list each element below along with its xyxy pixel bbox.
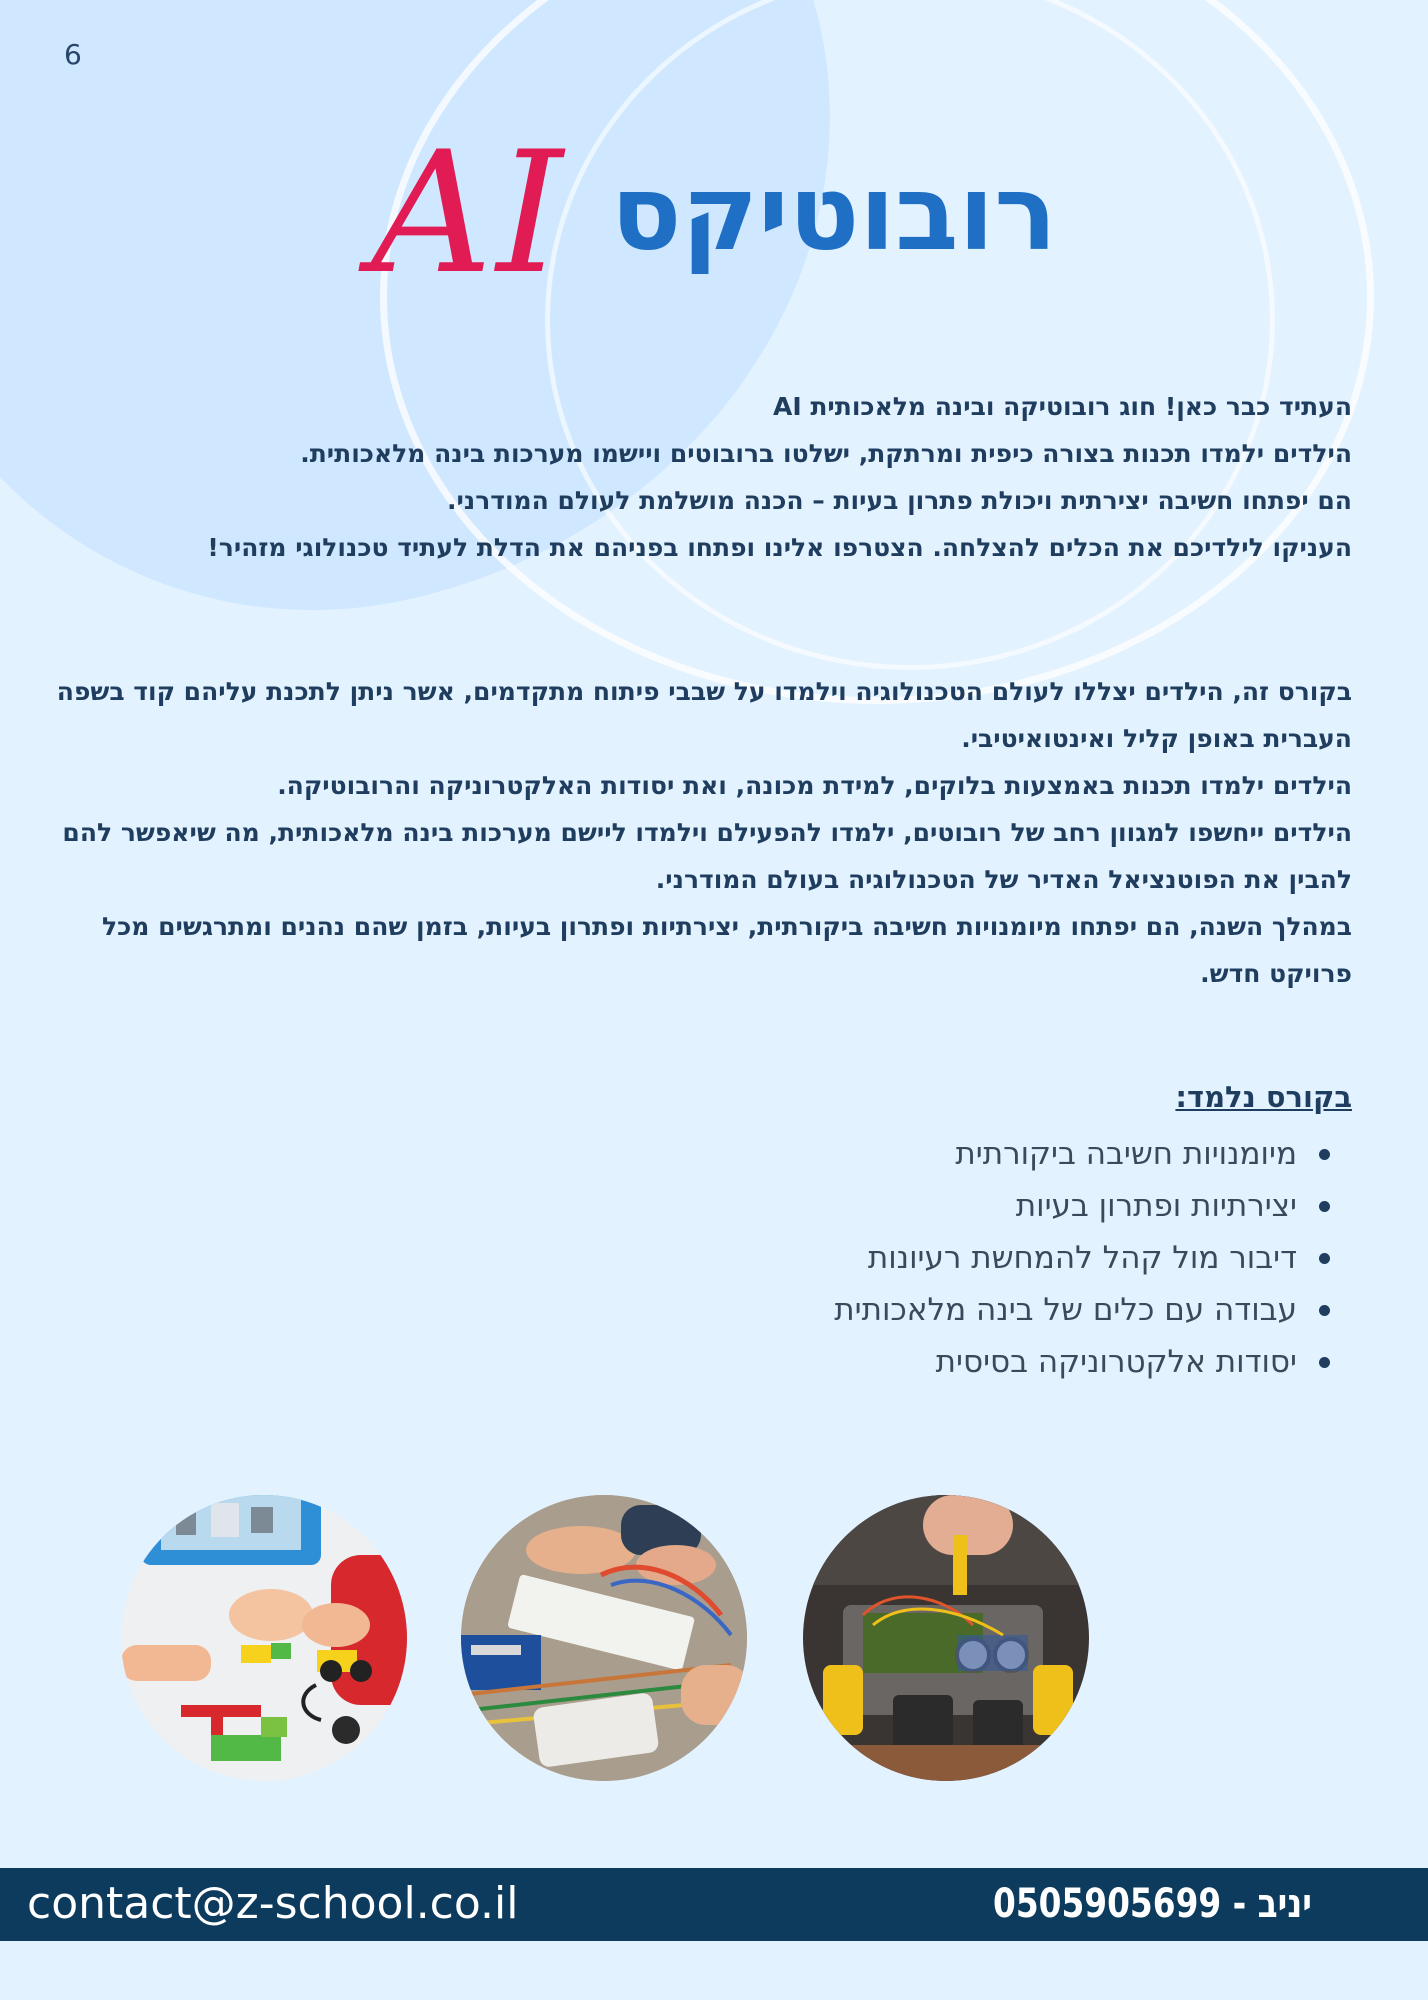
learn-heading: בקורס נלמד: [1175,1080,1352,1114]
photo-kids-building [121,1495,407,1781]
bullet-icon [1319,1149,1330,1160]
bullet-icon [1319,1201,1330,1212]
course-line: הילדים ייחשפו למגוון רחב של רובוטים, ילמדו להפעילם וילמדו ליישם מערכות בינה מלאכותית, מה שיאפשר להם להבין את הפוטנציאל האדיר של הטכנולוגיה בעולם המודרני. [62,818,1352,894]
bullet-icon [1319,1357,1330,1368]
page-number: 6 [64,38,82,71]
page-title [0,115,1428,311]
list-item [570,1232,1330,1284]
intro-line: הם יפתחו חשיבה יצירתית ויכולת פתרון בעיות – הכנה מושלמת לעולם המודרני. [447,486,1352,515]
list-item [570,1180,1330,1232]
photo-breadboard [461,1495,747,1781]
list-item [570,1128,1330,1180]
intro-text [52,383,1352,571]
list-item-label: עבודה עם כלים של בינה מלאכותית [834,1292,1297,1328]
list-item-label: יצירתיות ופתרון בעיות [1015,1188,1297,1224]
robot-car-photo-image [803,1495,1089,1781]
list-item [570,1336,1330,1388]
title-ai: AI [371,115,567,311]
photo-robot-car [803,1495,1089,1781]
course-line: הילדים ילמדו תכנות באמצעות בלוקים, למידת מכונה, ואת יסודות האלקטרוניקה והרובוטיקה. [277,771,1352,800]
title-hebrew: רובוטיקס [610,152,1057,274]
list-item-label: דיבור מול קהל להמחשת רעיונות [867,1240,1297,1276]
learn-list [570,1128,1330,1388]
breadboard-photo-image [461,1495,747,1781]
list-item [570,1284,1330,1336]
list-item-label: יסודות אלקטרוניקה בסיסית [935,1344,1297,1380]
footer-bar [0,1868,1428,1941]
contact-email[interactable]: contact@z-school.co.il [27,1878,519,1929]
course-line: במהלך השנה, הם יפתחו מיומנויות חשיבה ביקורתית, יצירתיות ופתרון בעיות, בזמן שהם נהנים ומתרגשים מכל פרויקט חדש. [102,912,1352,988]
list-item-label: מיומנויות חשיבה ביקורתית [955,1136,1297,1172]
bullet-icon [1319,1253,1330,1264]
course-line: בקורס זה, הילדים יצללו לעולם הטכנולוגיה וילמדו על שבבי פיתוח מתקדמים, אשר ניתן לתכנת עליהם קוד בשפה העברית באופן קליל ואינטואיטיבי. [56,677,1352,753]
intro-line: הילדים ילמדו תכנות בצורה כיפית ומרתקת, ישלטו ברובוטים ויישמו מערכות בינה מלאכותית. [300,439,1352,468]
intro-line: העניקו לילדיכם את הכלים להצלחה. הצטרפו אלינו ופתחו בפניהם את הדלת לעתיד טכנולוגי מזהיר! [207,533,1352,562]
bullet-icon [1319,1305,1330,1316]
contact-phone[interactable]: יניב - 0505905699 [993,1881,1312,1927]
building-photo-image [121,1495,407,1781]
intro-line: העתיד כבר כאן! חוג רובוטיקה ובינה מלאכותית AI [772,392,1352,421]
course-description [52,668,1352,997]
